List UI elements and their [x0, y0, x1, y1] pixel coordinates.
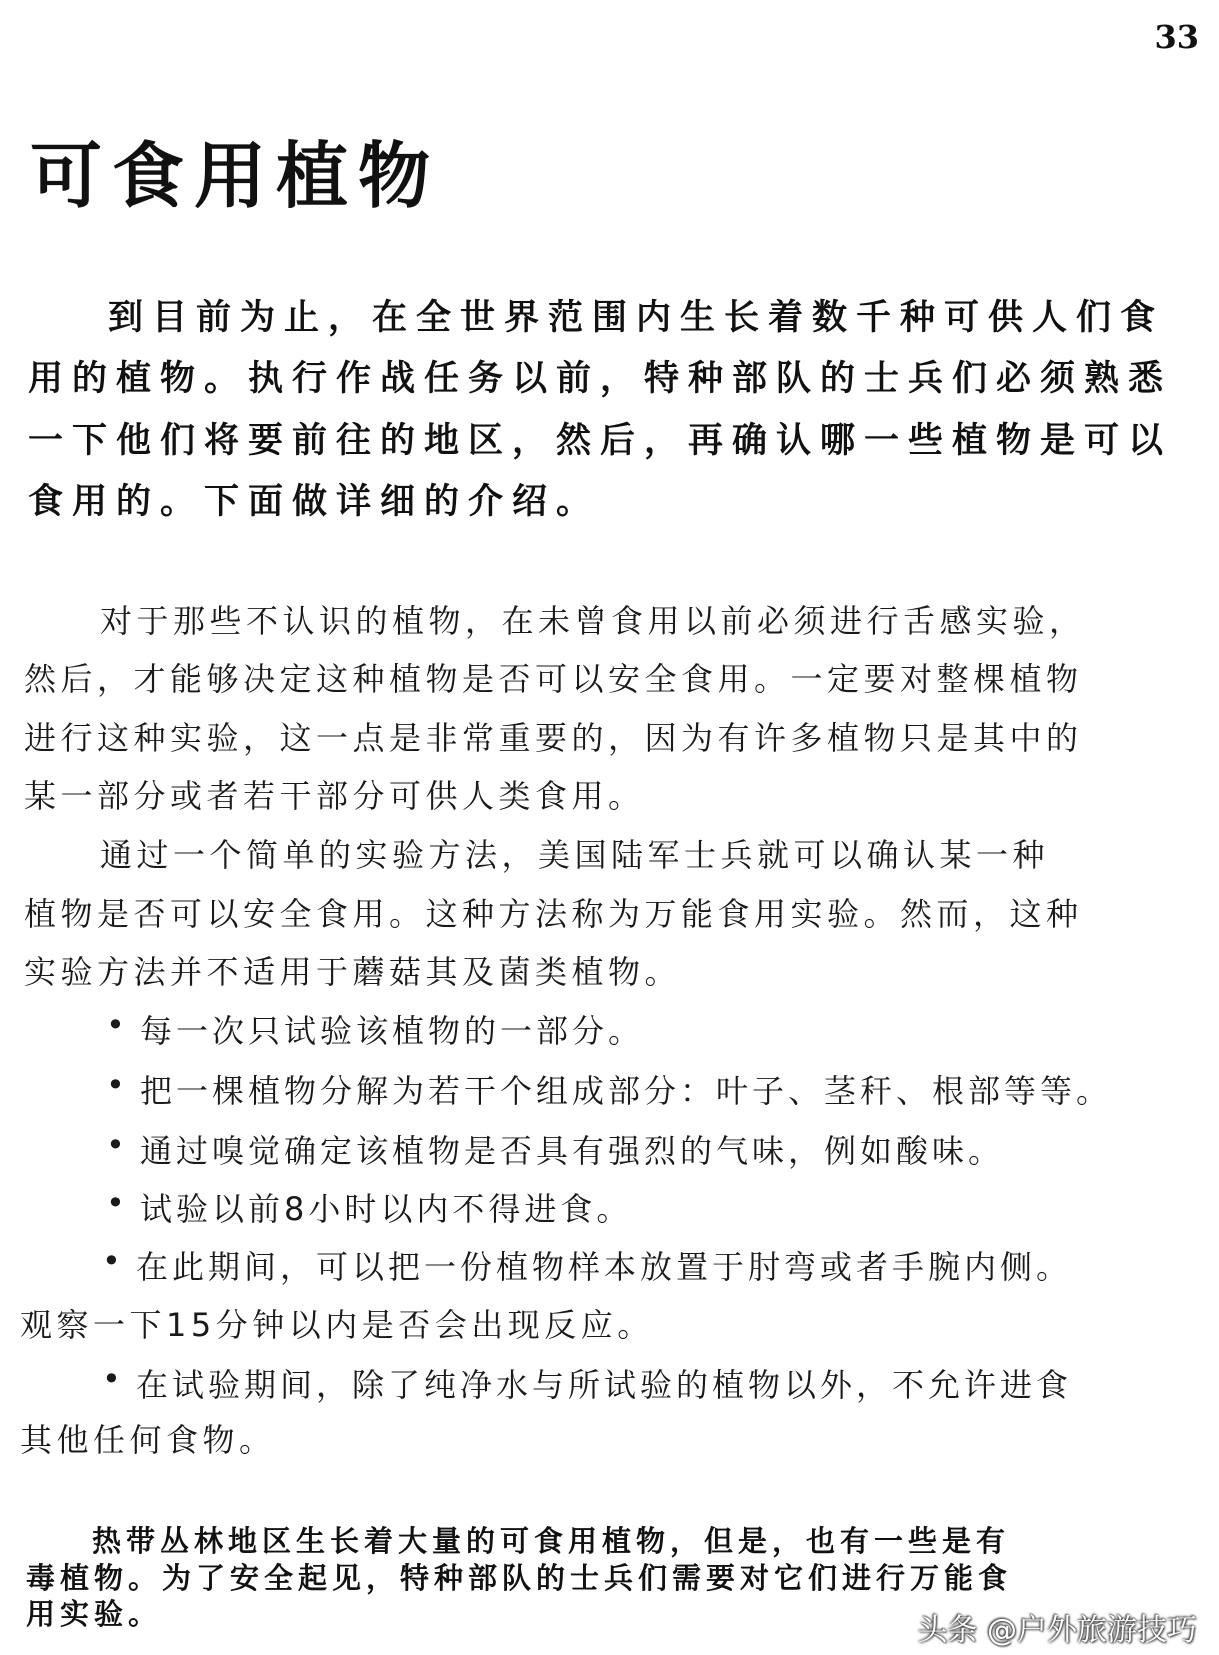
paragraph-line: 植物是否可以安全食用。这种方法称为万能食用实验。然而，这种 — [24, 895, 1083, 933]
paragraph-line: 对于那些不认识的植物，在未曾食用以前必须进行舌感实验， — [100, 602, 1086, 640]
watermark: 头条 @户外旅游技巧 — [917, 1613, 1197, 1648]
paragraph-line: 某一部分或者若干部分可供人类食用。 — [24, 777, 645, 815]
bullet-item: • 试验以前8小时以内不得进食。 — [140, 1184, 632, 1230]
bullet-item: • 在试验期间，除了纯净水与所试验的植物以外，不允许进食 — [136, 1360, 1072, 1406]
intro-line: 一下他们将要前往的地区，然后，再确认哪一些植物是可以 — [28, 421, 1173, 461]
intro-line: 到目前为止，在全世界范围内生长着数千种可供人们食 — [108, 298, 1165, 338]
closing-line: 毒植物。为了安全起见，特种部队的士兵们需要对它们进行万能食 — [26, 1561, 1013, 1595]
bullet-continuation: 观察一下15分钟以内是否会出现反应。 — [20, 1306, 654, 1344]
bullet-item: • 每一次只试验该植物的一部分。 — [140, 1006, 644, 1052]
closing-line: 用实验。 — [26, 1597, 163, 1631]
closing-line: 热带丛林地区生长着大量的可食用植物，但是，也有一些是有 — [92, 1524, 1011, 1558]
paragraph-line: 然后，才能够决定这种植物是否可以安全食用。一定要对整棵植物 — [24, 660, 1083, 698]
paragraph-line: 进行这种实验，这一点是非常重要的，因为有许多植物只是其中的 — [24, 719, 1083, 757]
bullet-item: • 把一棵植物分解为若干个组成部分：叶子、茎秆、根部等等。 — [140, 1066, 1112, 1112]
intro-line: 用的植物。执行作战任务以前，特种部队的士兵们必须熟悉 — [28, 359, 1173, 399]
bullet-item: • 通过嗅觉确定该植物是否具有强烈的气味，例如酸味。 — [140, 1126, 1004, 1172]
paragraph-line: 通过一个简单的实验方法，美国陆军士兵就可以确认某一种 — [100, 836, 1050, 874]
page-title: 可食用植物 — [30, 134, 441, 218]
paragraph-line: 实验方法并不适用于蘑菇其及菌类植物。 — [24, 953, 682, 991]
bullet-item: • 在此期间，可以把一份植物样本放置于肘弯或者手腕内侧。 — [136, 1242, 1072, 1288]
bullet-continuation: 其他任何食物。 — [20, 1421, 276, 1459]
page-number: 33 — [1154, 18, 1199, 56]
intro-line: 食用的。下面做详细的介绍。 — [28, 482, 601, 522]
